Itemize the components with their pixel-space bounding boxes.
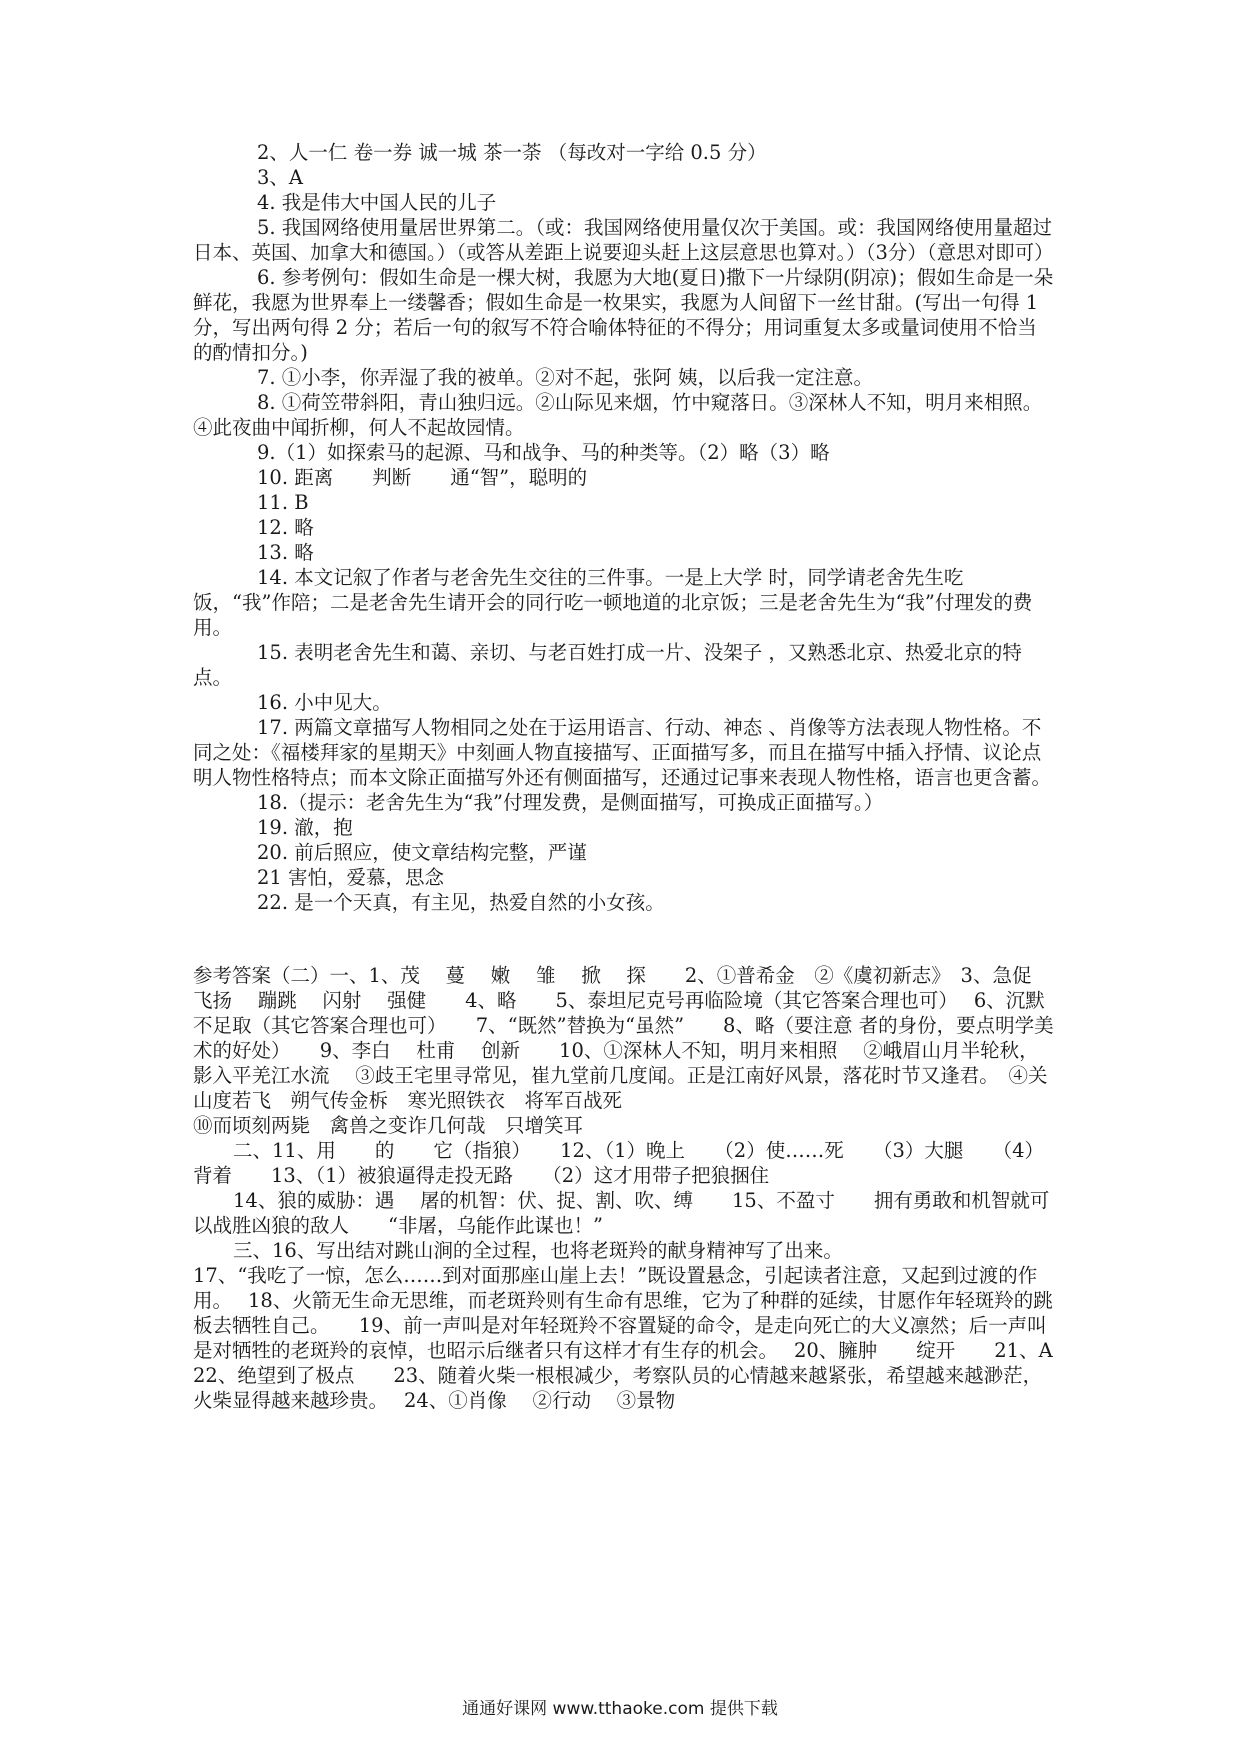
answers-section-2: [193, 963, 1058, 1413]
answer-item: 4. 我是伟大中国人民的儿子: [257, 191, 497, 214]
answer-item: 6. 参考例句：假如生命是一棵大树，我愿为大地(夏日)撒下一片绿阴(阴凉)；假如生命是一朵鲜花，我愿为世界奉上一缕馨香；假如生命是一枚果实，我愿为人间留下一丝甘甜。(写出一句得 1 分，写出两句得 2 分；若后一句的叙写不符合喻体特征的不得分；用词重复太多或量词使用不恰当的酌情扣分。): [193, 266, 1054, 364]
answer-item: 22. 是一个天真，有主见，热爱自然的小女孩。: [257, 891, 665, 914]
answer-paragraph: 三、16、写出结对跳山涧的全过程，也将老斑羚的献身精神写了出来。: [233, 1239, 843, 1262]
answer-paragraph: 22、绝望到了极点 23、随着火柴一根根减少，考察队员的心情越来越紧张，希望越来越渺茫，火柴显得越来越珍贵。 24、①肖像 ②行动 ③景物: [193, 1364, 1043, 1412]
answer-item: 15. 表明老舍先生和蔼、亲切、与老百姓打成一片、没架子 ，又熟悉北京、热爱北京的特点。: [193, 641, 1022, 689]
answer-item: 2、人一仁 卷一券 诚一城 茶一荼 （每改对一字给 0.5 分）: [257, 141, 767, 164]
answer-item: 11. B: [257, 491, 309, 514]
answer-item: 13. 略: [257, 541, 314, 564]
answer-item: 19. 澈，抱: [257, 816, 353, 839]
answer-item: 18.（提示：老舍先生为“我”付理发费，是侧面描写，可换成正面描写。）: [257, 791, 884, 814]
answer-paragraph: 参考答案（二）一、1、茂 蔓 嫩 雏 掀 探 2、①普希金 ②《虞初新志》 3、急促 飞扬 蹦跳 闪射 强健 4、略 5、泰坦尼克号再临险境（其它答案合理也可） 6、沉默不足取（其它答案合理也可） 7、“既然”替换为“虽然” 8、略（要注意 者的身份，要点明学美术的好处） 9、李白 杜甫 创新 10、①深林人不知，明月来相照 ②峨眉山月半轮秋，影入平羌江水流 ③歧王宅里寻常见，崔九堂前几度闻。正是江南好风景，落花时节又逢君。 ④关山度若飞 朔气传金柝 寒光照铁衣 将军百战死: [193, 964, 1058, 1112]
answer-item: 8. ①荷笠带斜阳，青山独归远。②山际见来烟，竹中窥落日。③深林人不知，明月来相照。④此夜曲中闻折柳，何人不起故园情。: [193, 391, 1043, 439]
answer-item: 7. ①小李，你弄湿了我的被单。②对不起，张阿 姨，以后我一定注意。: [257, 366, 874, 389]
answer-paragraph: 14、狼的威胁：遇 屠的机智：伏、捉、割、吹、缚 15、不盈寸 拥有勇敢和机智就可以战胜凶狼的敌人 “非屠，乌能作此谋也！”: [193, 1189, 1050, 1237]
answer-paragraph: ⑩而顷刻两毙 禽兽之变诈几何哉 只增笑耳: [193, 1114, 584, 1137]
answer-item: 12. 略: [257, 516, 314, 539]
answer-item: 3、A: [257, 166, 303, 189]
document-body: [193, 140, 1058, 1413]
answer-item: 16. 小中见大。: [257, 691, 392, 714]
answer-item: 20. 前后照应，使文章结构完整，严谨: [257, 841, 587, 864]
answer-item: 5. 我国网络使用量居世界第二。（或：我国网络使用量仅次于美国。或：我国网络使用量超过日本、英国、加拿大和德国。）（或答从差距上说要迎头赶上这层意思也算对。）（3分）（意思对即可）: [193, 216, 1054, 264]
answer-item: 17. 两篇文章描写人物相同之处在于运用语言、行动、神态 、肖像等方法表现人物性格。不同之处：《福楼拜家的星期天》中刻画人物直接描写、正面描写多，而且在描写中插入抒情、议论点明人物性格特点；而本文除正面描写外还有侧面描写，还通过记事来表现人物性格，语言也更含蓄。: [193, 716, 1052, 789]
answer-paragraph: 17、“我吃了一惊，怎么……到对面那座山崖上去！”既设置悬念，引起读者注意，又起到过渡的作用。 18、火箭无生命无思维，而老斑羚则有生命有思维，它为了种群的延续，甘愿作年轻斑羚的跳板去牺牲自己。 19、前一声叫是对年轻斑羚不容置疑的命令，是走向死亡的大义凛然；后一声叫是对牺牲的老斑羚的哀悼，也昭示后继者只有这样才有生存的机会。 20、臃肿 绽开 21、A: [193, 1264, 1053, 1362]
answer-item: 10. 距离 判断 通“智”，聪明的: [257, 466, 588, 489]
answer-paragraph: 二、11、用 的 它（指狼） 12、（1）晚上 （2）使……死 （3）大腿 （4）背着 13、（1）被狼逼得走投无路 （2）这才用带子把狼捆住: [193, 1139, 1045, 1187]
page-footer: 通通好课网 www.tthaoke.com 提供下载: [462, 1699, 778, 1719]
answers-section-1: [193, 140, 1055, 915]
answer-item: 14. 本文记叙了作者与老舍先生交往的三件事。一是上大学 时，同学请老舍先生吃饭，“我”作陪；二是老舍先生请开会的同行吃一顿地道的北京饭；三是老舍先生为“我”付理发的费用。: [193, 566, 1033, 639]
answer-item: 21 害怕，爱慕，思念: [257, 866, 445, 889]
answer-item: 9.（1）如探索马的起源、马和战争、马的种类等。（2）略（3）略: [257, 441, 830, 464]
